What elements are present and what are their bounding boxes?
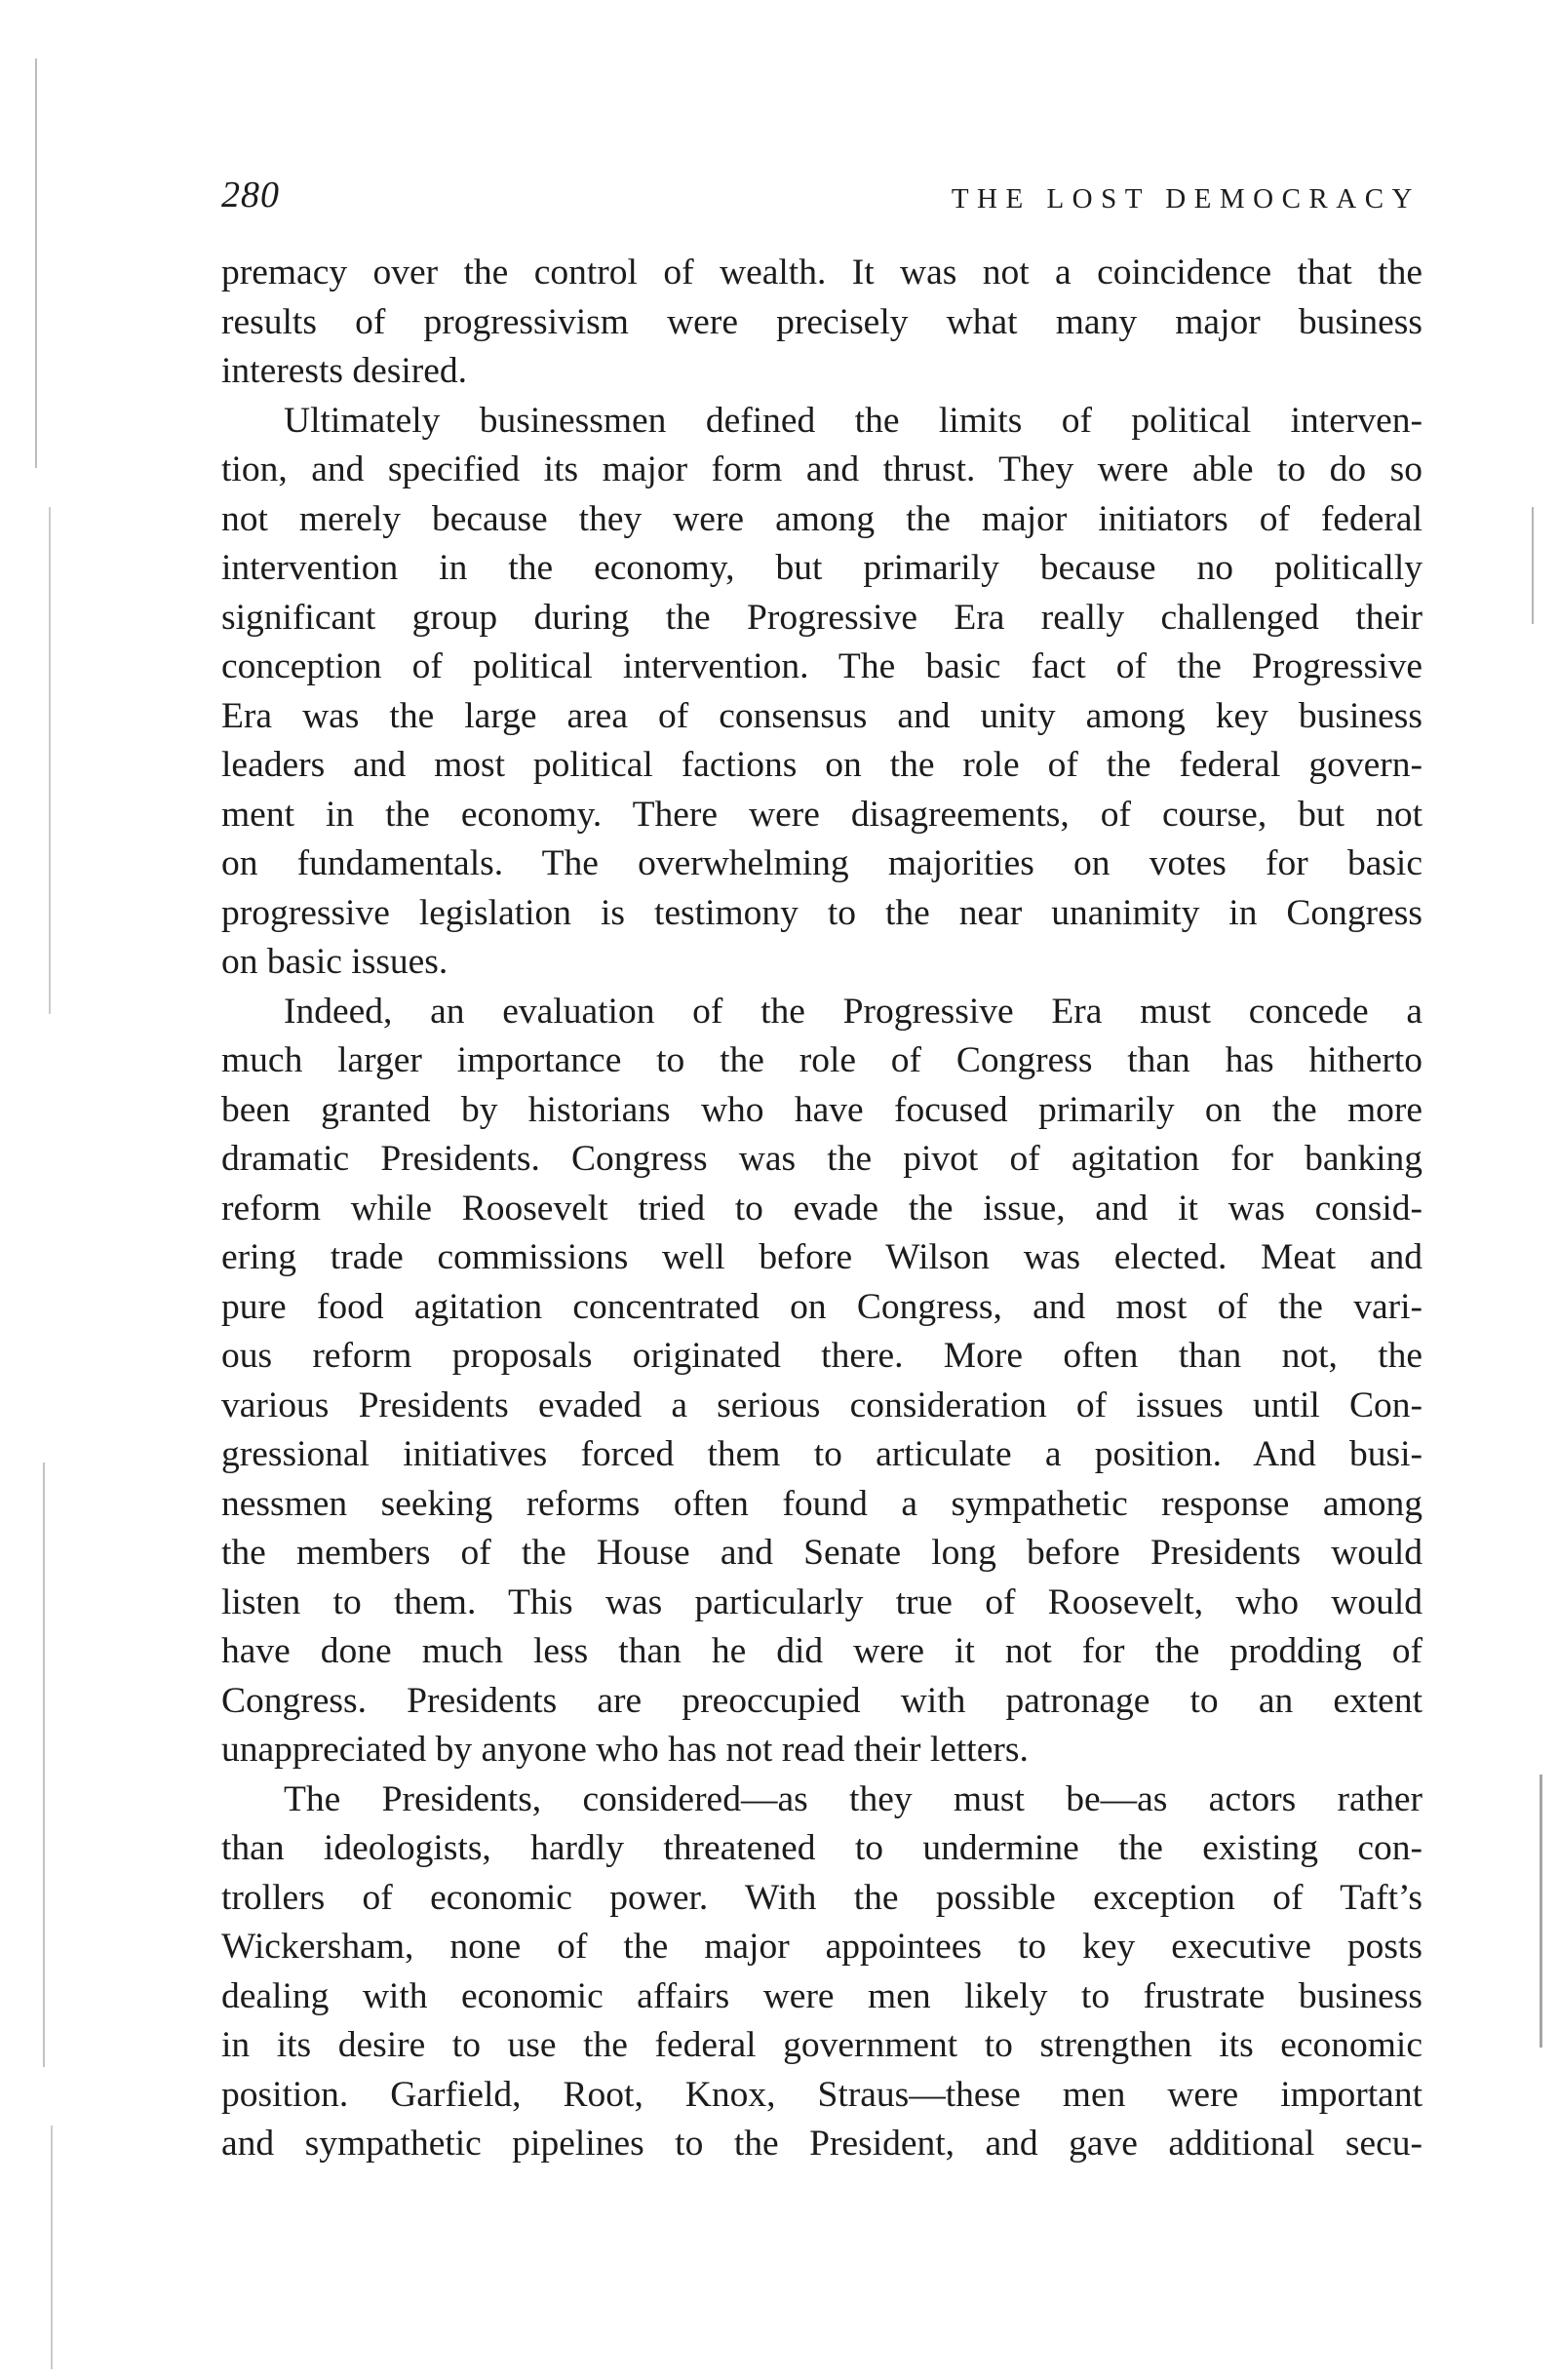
scan-edge-left-2 xyxy=(49,507,51,1014)
text-line: position. Garfield, Root, Knox, Straus—these men were important xyxy=(221,2074,1423,2115)
text-line: Wickersham, none of the major appointees to key executive posts xyxy=(221,1927,1423,1967)
text-line: Era was the large area of consensus and unity among key business xyxy=(221,695,1423,736)
text-line: than ideologists, hardly threatened to undermine the existing con- xyxy=(221,1828,1423,1868)
text-line: progressive legislation is testimony to the near unanimity in Congress xyxy=(221,892,1423,933)
text-line: Congress. Presidents are preoccupied with patronage to an extent xyxy=(221,1680,1423,1721)
text-line: ering trade commissions well before Wilson was elected. Meat and xyxy=(221,1237,1423,1277)
text-line: dealing with economic affairs were men likely to frustrate business xyxy=(221,1975,1423,2016)
text-line: intervention in the economy, but primarily because no politically xyxy=(221,548,1423,588)
text-line: results of progressivism were precisely what many major business xyxy=(221,301,1423,342)
text-line: gressional initiatives forced them to articulate a position. And busi- xyxy=(221,1434,1423,1474)
text-line: listen to them. This was particularly true of Roosevelt, who would xyxy=(221,1581,1423,1622)
scan-edge-right-1 xyxy=(1532,507,1534,624)
text-line: nessmen seeking reforms often found a sympathetic response among xyxy=(221,1483,1423,1524)
text-line: on basic issues. xyxy=(221,942,448,982)
text-line: reform while Roosevelt tried to evade the issue, and it was consid- xyxy=(221,1188,1423,1229)
text-line: significant group during the Progressive Era really challenged their xyxy=(221,597,1423,638)
text-line: various Presidents evaded a serious consideration of issues until Con- xyxy=(221,1385,1423,1425)
text-line: premacy over the control of wealth. It was not a coincidence that the xyxy=(221,253,1423,293)
text-line: much larger importance to the role of Congress than has hitherto xyxy=(221,1040,1423,1080)
scan-edge-left-3 xyxy=(43,1463,45,2067)
text-line: leaders and most political factions on the role of the federal govern- xyxy=(221,745,1423,785)
scan-edge-left-1 xyxy=(35,59,37,468)
text-line: unappreciated by anyone who has not read their letters. xyxy=(221,1730,1029,1770)
text-line: in its desire to use the federal government to strengthen its economic xyxy=(221,2025,1423,2065)
running-head xyxy=(221,174,1421,222)
text-line: interests desired. xyxy=(221,351,468,391)
text-line: ment in the economy. There were disagreements, of course, but not xyxy=(221,794,1423,835)
text-line: Ultimately businessmen defined the limits of political interven- xyxy=(284,400,1423,441)
text-line: on fundamentals. The overwhelming majorities on votes for basic xyxy=(221,843,1423,883)
scan-edge-right-2 xyxy=(1540,1775,1542,2048)
text-line: trollers of economic power. With the possible exception of Taft’s xyxy=(221,1877,1423,1918)
text-line: ous reform proposals originated there. More often than not, the xyxy=(221,1336,1423,1376)
text-line: been granted by historians who have focused primarily on the more xyxy=(221,1089,1423,1130)
text-line: Indeed, an evaluation of the Progressive Era must concede a xyxy=(284,991,1423,1032)
text-line: the members of the House and Senate long before Presidents would xyxy=(221,1533,1423,1573)
text-line: dramatic Presidents. Congress was the pivot of agitation for banking xyxy=(221,1139,1423,1179)
text-line: and sympathetic pipelines to the President, and gave additional secu- xyxy=(221,2124,1423,2164)
body-text xyxy=(221,249,1423,2169)
text-line: tion, and specified its major form and thrust. They were able to do so xyxy=(221,449,1423,489)
scan-edge-left-4 xyxy=(51,2126,53,2369)
page-number: 280 xyxy=(221,175,280,215)
text-line: conception of political intervention. The basic fact of the Progressive xyxy=(221,646,1423,686)
text-line: The Presidents, considered—as they must be—as actors rather xyxy=(284,1778,1423,1819)
text-line: have done much less than he did were it not for the prodding of xyxy=(221,1631,1423,1671)
text-line: not merely because they were among the major initiators of federal xyxy=(221,498,1423,539)
book-title: THE LOST DEMOCRACY xyxy=(951,183,1421,215)
text-line: pure food agitation concentrated on Congress, and most of the vari- xyxy=(221,1286,1423,1327)
